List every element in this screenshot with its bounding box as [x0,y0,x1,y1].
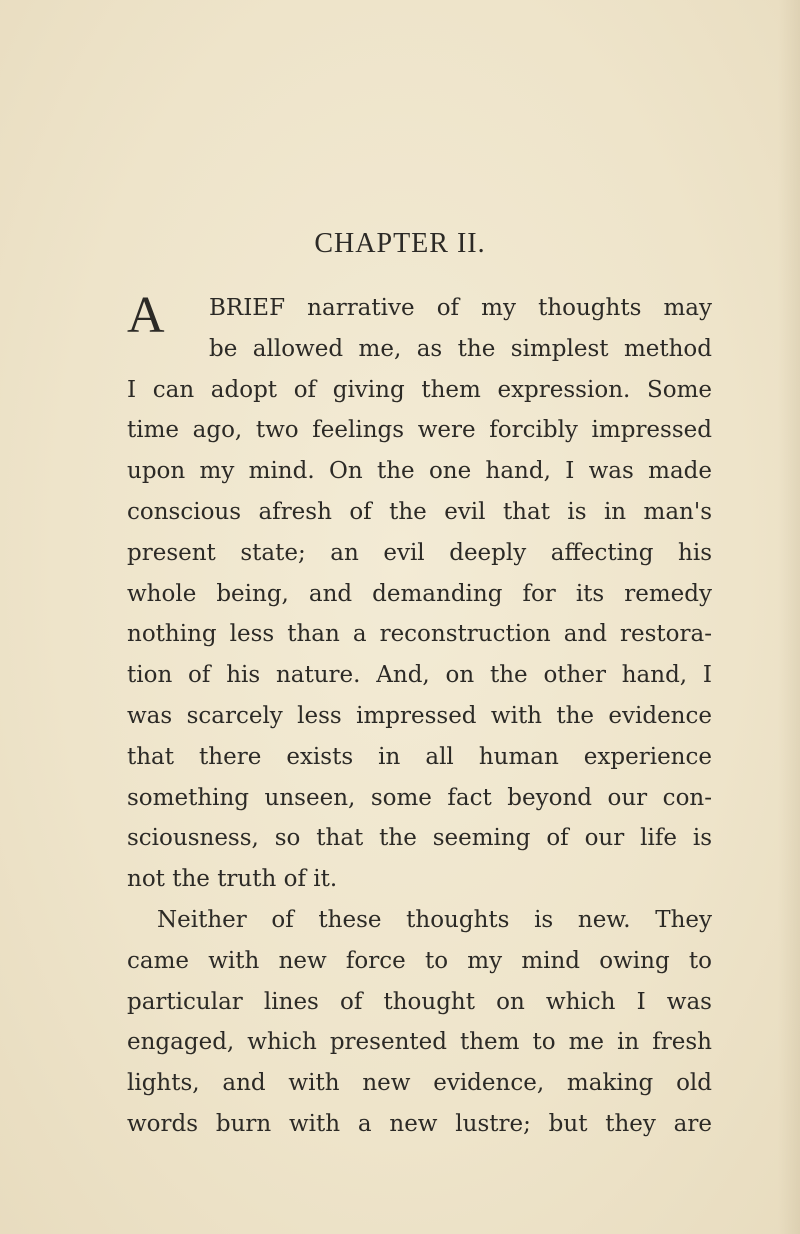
text-line: that there exists in all human experience [127,743,712,770]
text-line: sciousness, so that the seeming of our life is [127,825,712,852]
page-edge-shadow [778,0,800,1234]
text-line: engaged, which presented them to me in fresh [127,1029,712,1056]
text-line: time ago, two feelings were forcibly impressed [127,417,712,444]
text-line: particular lines of thought on which I was [127,988,712,1015]
text-line: was scarcely less impressed with the evidence [127,702,712,729]
first-word: BRIEF [209,295,286,321]
text-line: upon my mind. On the one hand, I was made [127,458,712,485]
text-line: came with new force to my mind owing to [127,947,712,974]
text-line [127,287,712,344]
drop-cap: A [127,287,165,344]
text-line: lights, and with new evidence, making old [127,1070,712,1097]
text-line: present state; an evil deeply affecting his [127,539,712,566]
text-line: conscious afresh of the evil that is in man's [127,498,712,525]
text-line: whole being, and demanding for its remedy [127,580,712,607]
text-line: nothing less than a reconstruction and restora- [127,621,712,648]
text-line: Neither of these thoughts is new. They [157,906,712,933]
line-text: narrative of my thoughts may [307,295,712,321]
text-line: words burn with a new lustre; but they are [127,1110,712,1137]
text-line: tion of his nature. And, on the other hand, I [127,662,712,689]
text-line: be allowed me, as the simplest method [209,335,712,362]
chapter-heading: CHAPTER II. [314,228,486,259]
text-line: not the truth of it. [127,866,338,893]
text-line: something unseen, some fact beyond our con- [127,784,712,811]
text-line: I can adopt of giving them expression. Some [127,376,712,403]
body-text [127,288,712,1145]
